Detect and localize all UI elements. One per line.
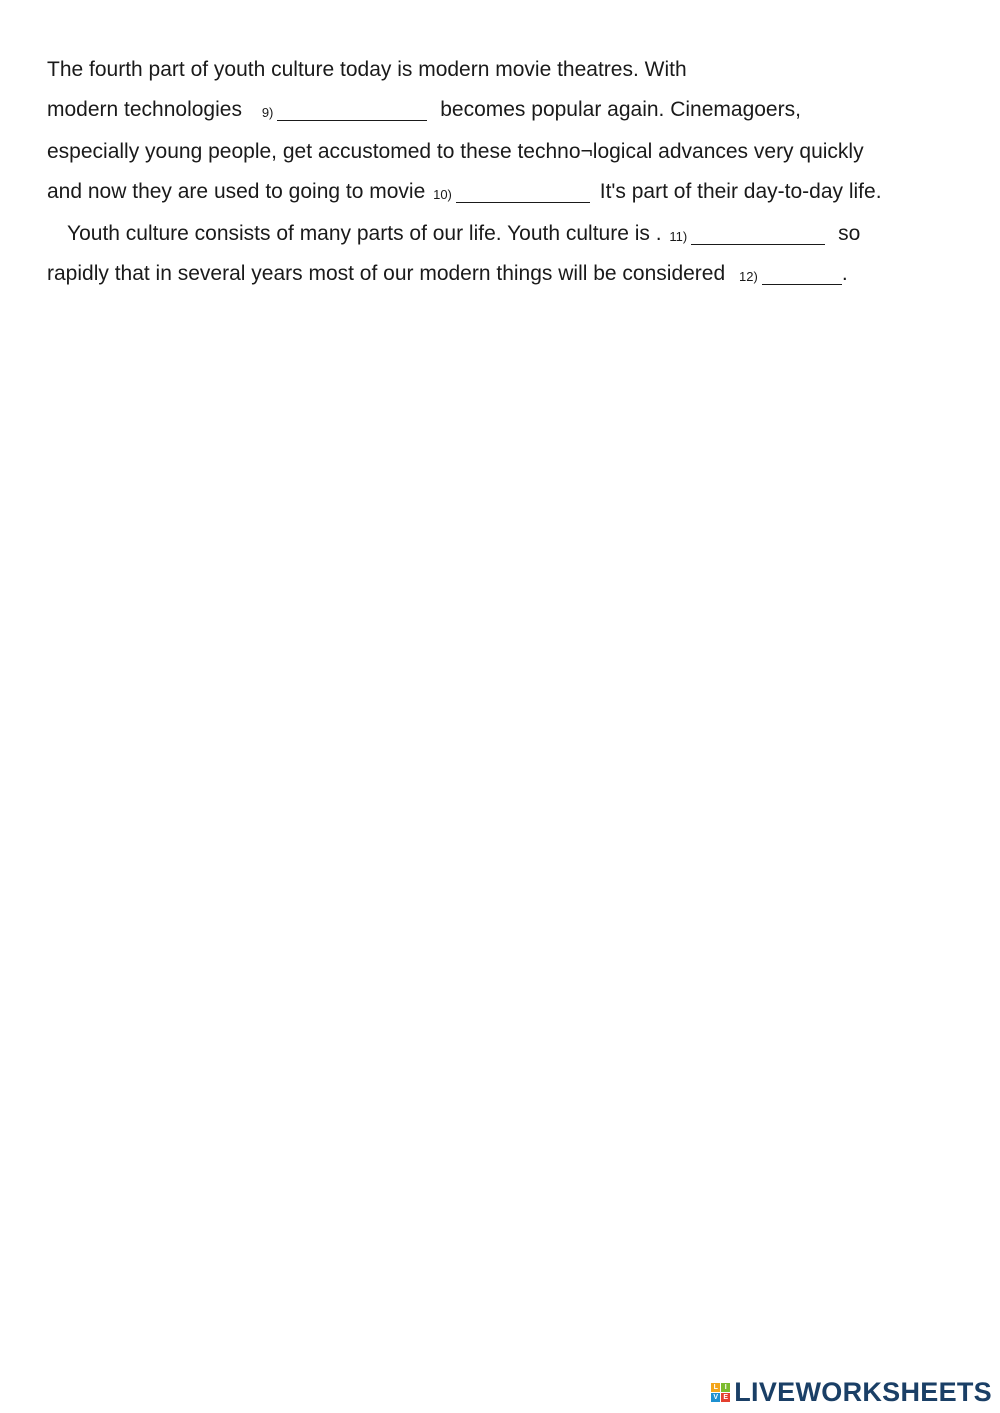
question-number-11: 11) [669,229,688,244]
paragraph-text: so [838,222,861,245]
paragraph-text: It's part of their day-to-day life. [599,180,882,203]
liveworksheets-logo [711,1377,992,1407]
answer-blank-9[interactable] [277,100,427,121]
paragraph-text: modern technologies [47,98,242,121]
paragraph-text: especially young people, get accustomed to these techno¬logical advances very quickly [47,140,864,163]
paragraph-text: Youth culture consists of many parts of our life. Youth culture is . [67,222,662,245]
logo-text: LIVEWORKSHEETS [734,1376,992,1407]
paragraph-text: . [841,262,848,285]
paragraph-text: becomes popular again. Cinemagoers, [440,98,801,121]
answer-blank-10[interactable] [456,182,590,203]
paragraph-line [47,96,801,127]
answer-blank-11[interactable] [691,224,825,245]
question-number-9: 9) [261,105,274,120]
paragraph-text: rapidly that in several years most of our modern things will be considered [47,262,726,285]
paragraph-line [47,178,882,209]
paragraph-line [67,220,860,251]
paragraph-text: and now they are used to going to movie [47,180,426,203]
paragraph-line [47,260,848,291]
answer-blank-12[interactable] [762,264,842,285]
question-number-12: 12) [739,269,758,284]
question-number-10: 10) [433,187,452,202]
paragraph-line [47,56,687,84]
paragraph-text: The fourth part of youth culture today is modern movie theatres. With [47,58,687,81]
paragraph-line [47,138,864,166]
liveworksheets-logo-icon: L I V E [711,1383,730,1402]
